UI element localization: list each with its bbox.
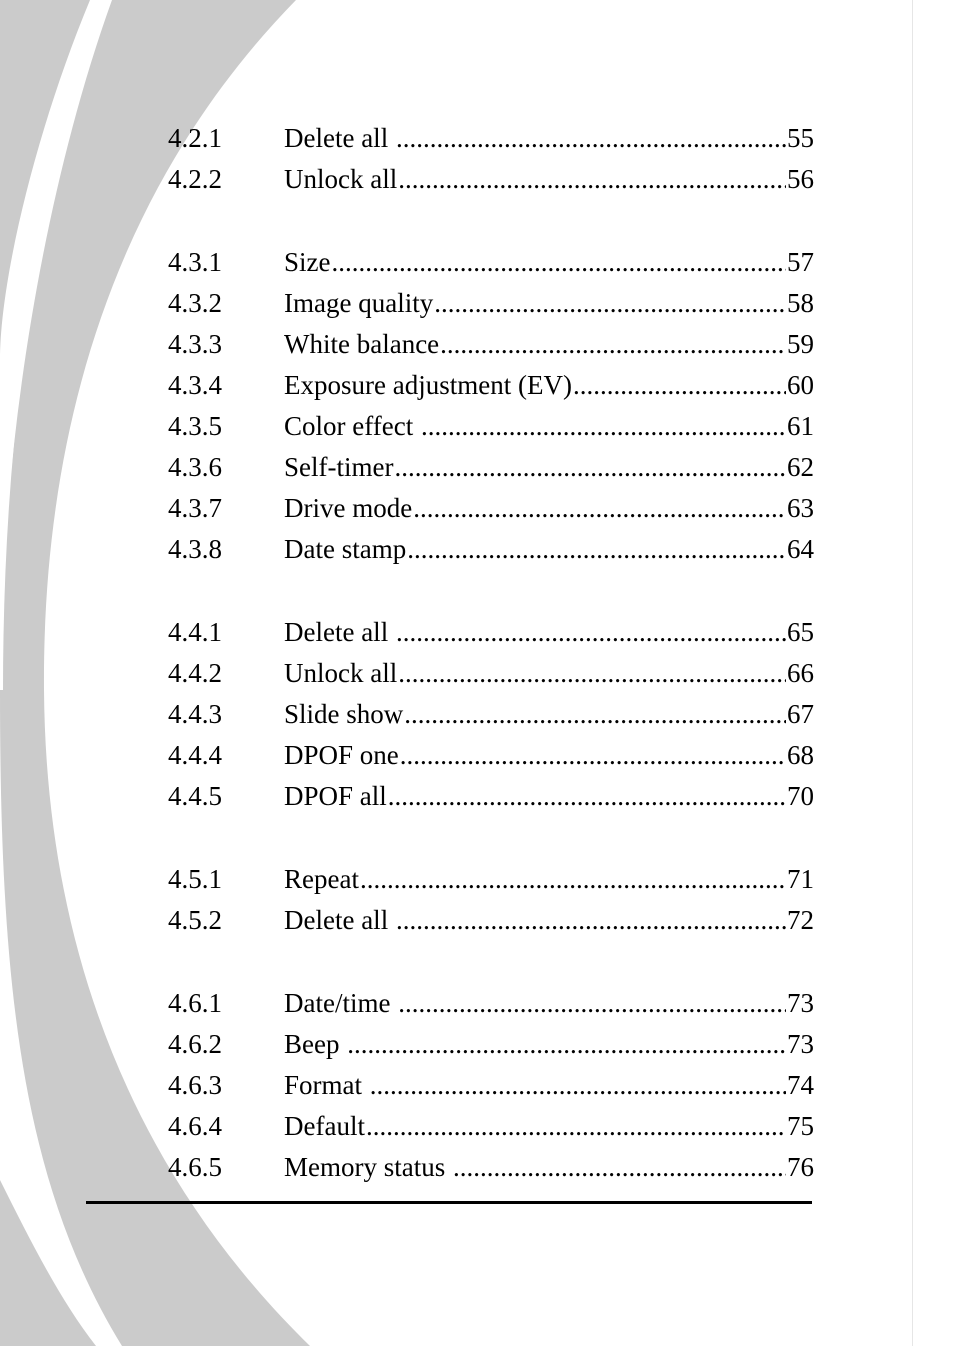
toc-entry-title: Color effect [284, 411, 420, 441]
toc-entry-title: Size [284, 247, 331, 277]
toc-dot-leader [440, 324, 786, 365]
toc-dot-leader [453, 1147, 786, 1188]
toc-dot-leader [434, 283, 786, 324]
toc-entry-title: Delete all [284, 123, 395, 153]
toc-entry-number: 4.5.2 [168, 905, 222, 935]
toc-dot-leader [398, 159, 786, 200]
toc-entry[interactable] [168, 447, 814, 488]
toc-entry[interactable] [168, 1106, 814, 1147]
toc-entry-page-number: 75 [787, 1111, 814, 1141]
toc-entry-body [284, 447, 814, 488]
toc-entry-body [284, 488, 814, 529]
toc-entry-page-number: 64 [787, 534, 814, 564]
toc-entry-title: Repeat [284, 864, 359, 894]
toc-entry-page-number: 74 [787, 1070, 814, 1100]
toc-dot-leader [394, 447, 786, 488]
toc-entry-body [284, 365, 814, 406]
footer-rule [86, 1201, 812, 1204]
toc-entry-title: Delete all [284, 905, 395, 935]
toc-entry-number: 4.4.2 [168, 658, 222, 688]
toc-entry-number: 4.3.7 [168, 493, 222, 523]
toc-entry[interactable] [168, 283, 814, 324]
toc-entry-page-number: 68 [787, 740, 814, 770]
toc-entry-body [284, 776, 814, 817]
toc-entry-page-number: 55 [787, 123, 814, 153]
toc-entry-body [284, 653, 814, 694]
toc-entry-page-number: 73 [787, 988, 814, 1018]
toc-entry-title: Unlock all [284, 658, 398, 688]
toc-entry-number: 4.6.2 [168, 1029, 222, 1059]
toc-entry-page-number: 71 [787, 864, 814, 894]
toc-entry-body [284, 859, 814, 900]
toc-entry[interactable] [168, 406, 814, 447]
toc-entry-number: 4.4.1 [168, 617, 222, 647]
toc-entry-title: Format [284, 1070, 369, 1100]
toc-entry-title: Delete all [284, 617, 395, 647]
toc-dot-leader [347, 1024, 786, 1065]
toc-entry-number: 4.2.2 [168, 164, 222, 194]
toc-section [168, 612, 814, 817]
toc-entry-title: White balance [284, 329, 440, 359]
toc-entry[interactable] [168, 859, 814, 900]
toc-entry-body [284, 406, 814, 447]
toc-entry-page-number: 60 [787, 370, 814, 400]
toc-entry[interactable] [168, 653, 814, 694]
toc-dot-leader [407, 529, 786, 570]
toc-entry-body [284, 118, 814, 159]
right-edge-rule [912, 0, 913, 1346]
toc-entry[interactable] [168, 612, 814, 653]
toc-entry-number: 4.5.1 [168, 864, 222, 894]
toc-dot-leader [396, 612, 786, 653]
toc-entry-title: Unlock all [284, 164, 398, 194]
toc-section [168, 242, 814, 570]
toc-entry-page-number: 57 [787, 247, 814, 277]
toc-entry[interactable] [168, 735, 814, 776]
toc-entry-body [284, 612, 814, 653]
toc-entry-title: Date stamp [284, 534, 407, 564]
toc-entry[interactable] [168, 1147, 814, 1188]
toc-entry-page-number: 61 [787, 411, 814, 441]
toc-dot-leader [400, 735, 786, 776]
toc-entry[interactable] [168, 983, 814, 1024]
toc-entry-number: 4.4.4 [168, 740, 222, 770]
toc-entry-title: DPOF one [284, 740, 399, 770]
toc-entry-page-number: 56 [787, 164, 814, 194]
toc-entry-title: Default [284, 1111, 365, 1141]
toc-dot-leader [370, 1065, 786, 1106]
toc-entry-title: Date/time [284, 988, 398, 1018]
toc-entry-body [284, 283, 814, 324]
table-of-contents [168, 118, 814, 1188]
toc-entry-page-number: 72 [787, 905, 814, 935]
toc-dot-leader [332, 242, 787, 283]
toc-entry-number: 4.3.4 [168, 370, 222, 400]
toc-entry-body [284, 242, 814, 283]
toc-entry[interactable] [168, 776, 814, 817]
toc-dot-leader [396, 118, 786, 159]
toc-entry-page-number: 66 [787, 658, 814, 688]
toc-entry[interactable] [168, 159, 814, 200]
toc-entry-title: Beep [284, 1029, 347, 1059]
toc-entry-page-number: 67 [787, 699, 814, 729]
toc-dot-leader [396, 900, 786, 941]
toc-entry[interactable] [168, 1024, 814, 1065]
toc-entry-number: 4.6.5 [168, 1152, 222, 1182]
toc-entry-body [284, 694, 814, 735]
toc-entry-body [284, 1065, 814, 1106]
toc-entry-number: 4.6.1 [168, 988, 222, 1018]
toc-entry-body [284, 1147, 814, 1188]
toc-dot-leader [388, 776, 786, 817]
toc-entry[interactable] [168, 324, 814, 365]
toc-entry-number: 4.6.3 [168, 1070, 222, 1100]
toc-dot-leader [366, 1106, 786, 1147]
toc-entry-body [284, 735, 814, 776]
toc-entry-number: 4.3.5 [168, 411, 222, 441]
toc-dot-leader [398, 653, 786, 694]
toc-entry-title: Image quality [284, 288, 434, 318]
toc-entry-body [284, 1024, 814, 1065]
toc-entry[interactable] [168, 694, 814, 735]
toc-entry-title: Memory status [284, 1152, 452, 1182]
toc-entry-number: 4.4.3 [168, 699, 222, 729]
toc-entry[interactable] [168, 529, 814, 570]
toc-entry-title: Slide show [284, 699, 404, 729]
toc-dot-leader [398, 983, 786, 1024]
toc-dot-leader [573, 365, 786, 406]
toc-entry-body [284, 529, 814, 570]
toc-entry-number: 4.3.6 [168, 452, 222, 482]
toc-entry[interactable] [168, 488, 814, 529]
toc-entry-title: Drive mode [284, 493, 413, 523]
toc-section [168, 983, 814, 1188]
toc-entry-title: Exposure adjustment (EV) [284, 370, 572, 400]
toc-entry-page-number: 63 [787, 493, 814, 523]
toc-entry-number: 4.4.5 [168, 781, 222, 811]
toc-entry-number: 4.3.1 [168, 247, 222, 277]
toc-entry-body [284, 324, 814, 365]
toc-entry-number: 4.3.2 [168, 288, 222, 318]
toc-entry-body [284, 900, 814, 941]
toc-entry-page-number: 70 [787, 781, 814, 811]
toc-entry[interactable] [168, 365, 814, 406]
toc-entry-page-number: 76 [787, 1152, 814, 1182]
toc-dot-leader [360, 859, 786, 900]
toc-entry-body [284, 983, 814, 1024]
toc-entry[interactable] [168, 242, 814, 283]
toc-entry-body [284, 159, 814, 200]
toc-entry[interactable] [168, 900, 814, 941]
toc-entry-page-number: 73 [787, 1029, 814, 1059]
toc-entry-number: 4.3.8 [168, 534, 222, 564]
toc-dot-leader [421, 406, 786, 447]
toc-entry-page-number: 58 [787, 288, 814, 318]
toc-entry-title: Self-timer [284, 452, 394, 482]
toc-entry[interactable] [168, 1065, 814, 1106]
toc-section [168, 118, 814, 200]
toc-dot-leader [413, 488, 786, 529]
toc-dot-leader [404, 694, 786, 735]
toc-entry-number: 4.2.1 [168, 123, 222, 153]
toc-entry-page-number: 59 [787, 329, 814, 359]
toc-entry-title: DPOF all [284, 781, 387, 811]
toc-entry-number: 4.6.4 [168, 1111, 222, 1141]
toc-entry-page-number: 65 [787, 617, 814, 647]
toc-entry-body [284, 1106, 814, 1147]
toc-entry-page-number: 62 [787, 452, 814, 482]
toc-entry-number: 4.3.3 [168, 329, 222, 359]
toc-entry[interactable] [168, 118, 814, 159]
toc-section [168, 859, 814, 941]
